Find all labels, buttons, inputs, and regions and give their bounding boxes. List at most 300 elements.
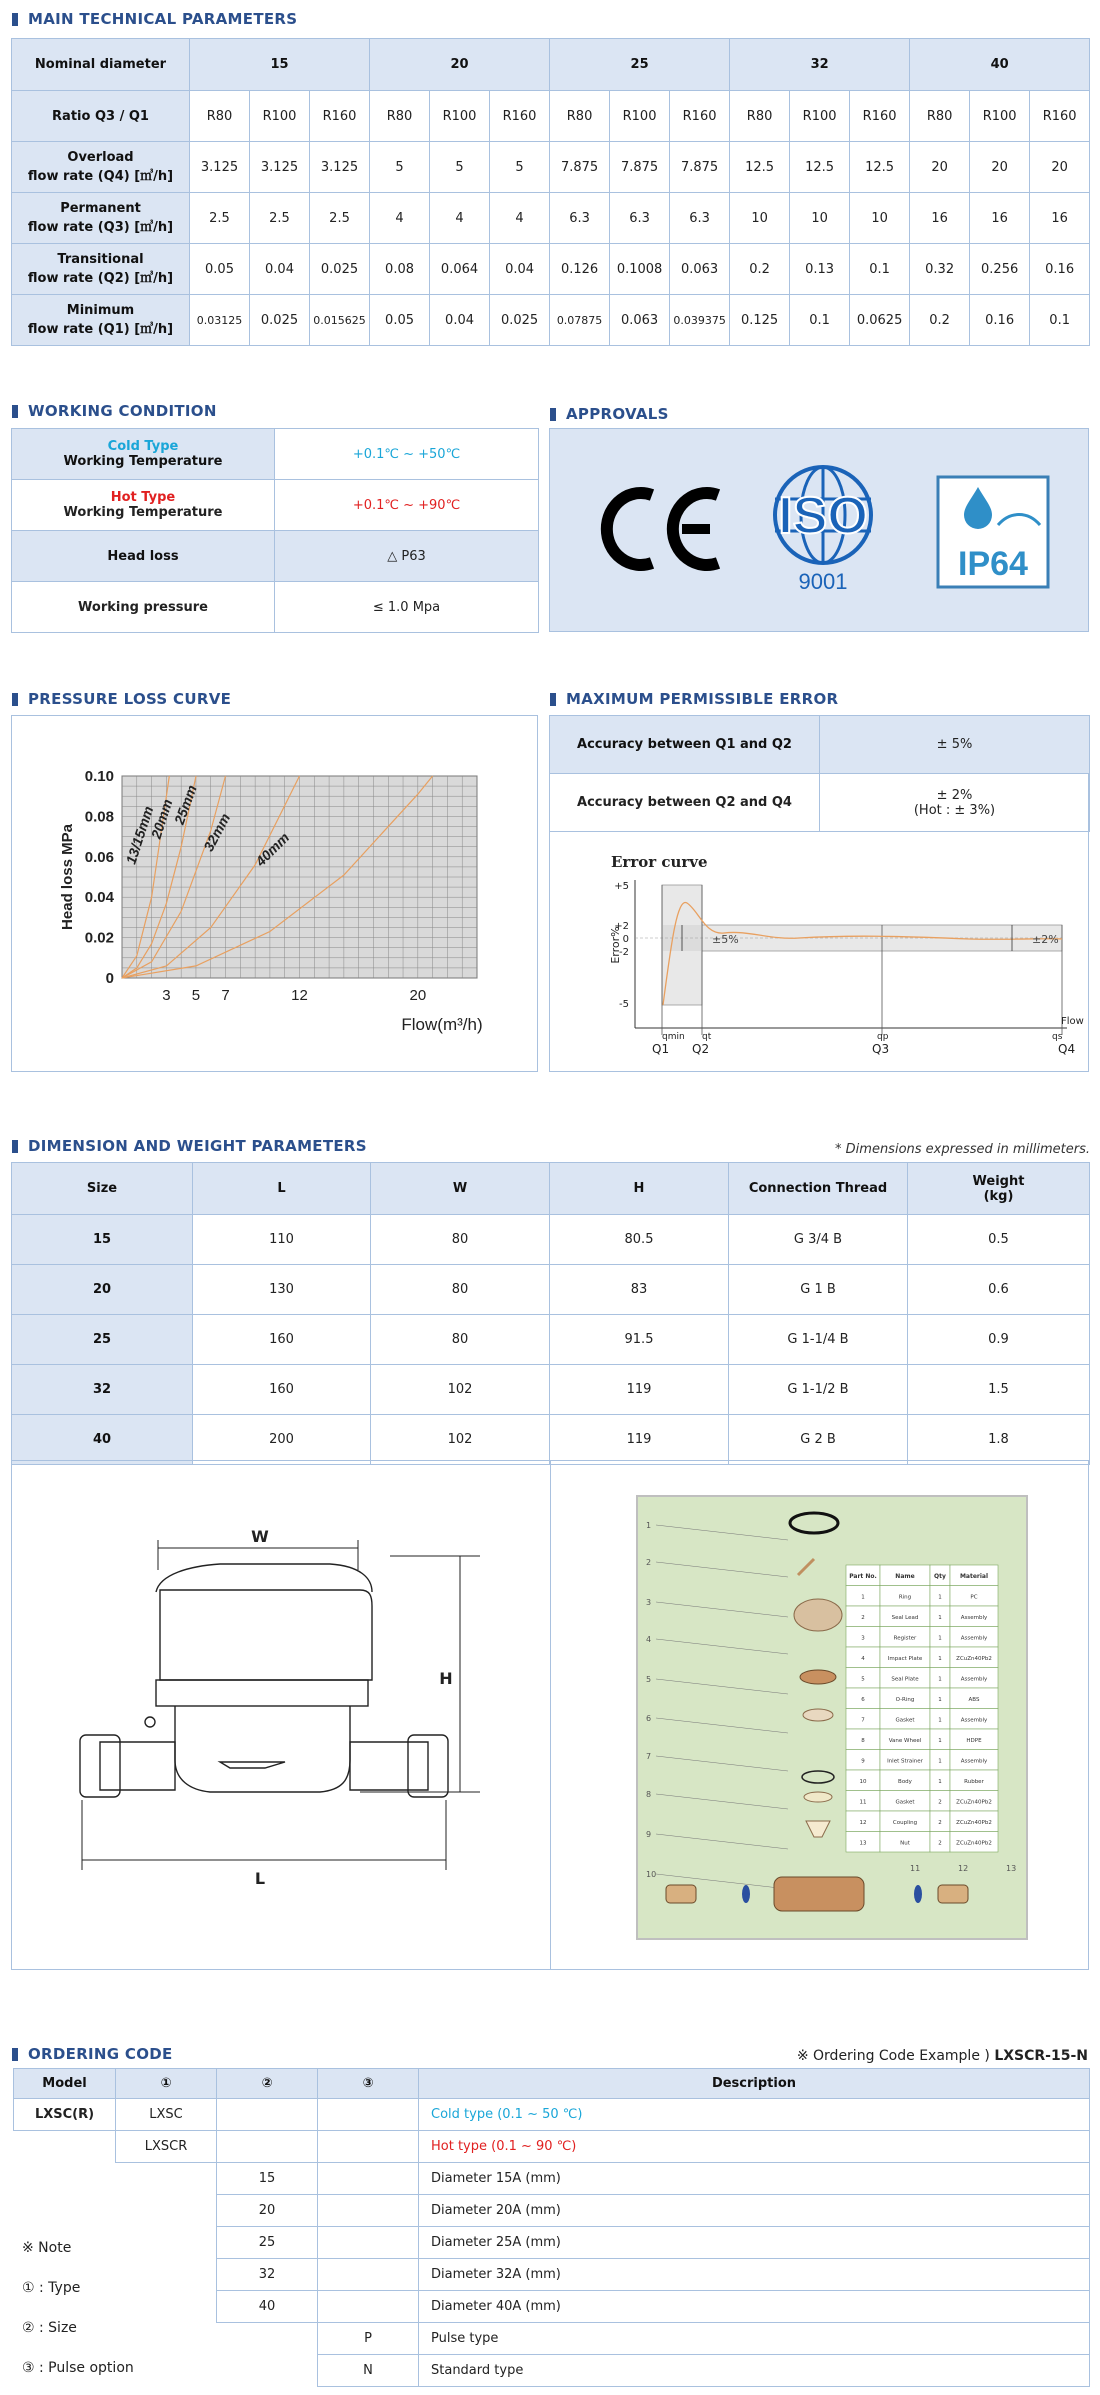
- dim-cell: 83: [550, 1265, 729, 1315]
- dim-cell: 102: [371, 1365, 550, 1415]
- parts-cell-text: 3: [861, 1635, 865, 1642]
- dimension-table: [11, 1162, 1090, 1465]
- parts-cell-text: 1: [861, 1594, 865, 1601]
- tech-row: [12, 295, 1090, 346]
- meter-cover: [160, 1590, 372, 1680]
- technical-parameters-table: [11, 38, 1090, 346]
- tech-cell: 12.5: [730, 142, 790, 193]
- tech-cell: 0.025: [490, 295, 550, 346]
- parts-cell-text: Inlet Strainer: [887, 1758, 923, 1765]
- y-tick-label: 0.10: [84, 768, 114, 785]
- parts-callout-number: 12: [958, 1864, 969, 1873]
- dim-cell: 0.6: [908, 1265, 1090, 1315]
- parts-callout-number: 11: [910, 1864, 921, 1873]
- dim-size-cell: 25: [12, 1315, 193, 1365]
- tech-cell: 5: [490, 142, 550, 193]
- tech-cell: R100: [250, 91, 310, 142]
- dim-cell: G 2 B: [729, 1415, 908, 1465]
- tech-cell: 4: [490, 193, 550, 244]
- parts-cell-text: ZCuZn40Pb2: [956, 1656, 992, 1662]
- ord-blank: [217, 2355, 318, 2387]
- meter-dimension-drawing: [60, 1530, 500, 1900]
- ord-size-code: 25: [217, 2227, 318, 2259]
- ord-desc: Cold type (0.1 ~ 50 ℃): [419, 2099, 1090, 2131]
- section-marker-icon: [12, 13, 18, 26]
- seal-icon: [145, 1717, 155, 1727]
- ord-header: Model: [14, 2069, 116, 2099]
- ord-pulse-code: N: [318, 2355, 419, 2387]
- meter-inlet: [100, 1742, 175, 1790]
- ord-blank: [116, 2195, 217, 2227]
- ord-empty: [217, 2131, 318, 2163]
- curve-label: 40mm: [252, 829, 293, 870]
- parts-cell-text: ABS: [968, 1697, 980, 1703]
- ord-desc: Diameter 32A (mm): [419, 2259, 1090, 2291]
- y-axis-label: Head loss MPa: [59, 824, 76, 930]
- tech-cell: R160: [670, 91, 730, 142]
- ord-empty: [318, 2195, 419, 2227]
- dimension-note: * Dimensions expressed in millimeters.: [835, 1142, 1090, 1157]
- parts-cell-text: 1: [938, 1779, 942, 1785]
- tech-cell: 12.5: [850, 142, 910, 193]
- parts-leader-line: [656, 1794, 788, 1809]
- drawings-divider: [550, 1460, 551, 1970]
- mpe-row: [550, 716, 1090, 774]
- tech-cell: 5: [370, 142, 430, 193]
- parts-cell-text: 2: [861, 1615, 865, 1621]
- x-tick-label: 7: [221, 987, 230, 1004]
- parts-cell-text: 9: [861, 1758, 865, 1765]
- diameter-header: 20: [370, 39, 550, 91]
- cold-label: [12, 429, 275, 480]
- tech-cell: 7.875: [610, 142, 670, 193]
- ord-size-code: 15: [217, 2163, 318, 2195]
- tech-cell: 0.015625: [310, 295, 370, 346]
- technical-rows: [12, 91, 1090, 346]
- parts-cell-text: HDPE: [966, 1738, 982, 1744]
- approvals-panel: [549, 428, 1089, 632]
- parts-cell-text: Assembly: [960, 1758, 988, 1765]
- parts-cell-text: Seal Lead: [891, 1615, 919, 1621]
- parts-cell-text: Gasket: [895, 1717, 915, 1724]
- tech-cell: 20: [1030, 142, 1090, 193]
- parts-cell-text: Body: [898, 1779, 912, 1785]
- dim-cell: 119: [550, 1415, 729, 1465]
- parts-cell-text: 1: [938, 1738, 942, 1744]
- parts-cell-text: 2: [938, 1840, 942, 1847]
- iso-number: 9001: [798, 569, 848, 594]
- dimension-row: [12, 1315, 1090, 1365]
- ord-desc: Diameter 15A (mm): [419, 2163, 1090, 2195]
- parts-callout-number: 3: [646, 1598, 652, 1607]
- hot-type-text: Hot Type: [110, 490, 176, 505]
- tech-row-label-line: Minimum: [66, 303, 135, 318]
- ce-mark-icon: [607, 493, 718, 565]
- parts-leader-line: [656, 1756, 788, 1771]
- dim-cell: 200: [193, 1415, 371, 1465]
- parts-callout-number: 9: [646, 1830, 652, 1839]
- error-q-small: qp: [877, 1032, 889, 1042]
- section-title-ordering: ORDERING CODE: [12, 2045, 173, 2063]
- dim-header: W: [371, 1163, 550, 1215]
- ord-blank: [14, 2163, 116, 2195]
- parts-header-text: Name: [895, 1573, 915, 1580]
- tech-row-label-line: Permanent: [60, 201, 141, 216]
- tech-cell: 0.32: [910, 244, 970, 295]
- ordering-header-row: [14, 2069, 1090, 2099]
- parts-cell-text: PC: [970, 1594, 978, 1601]
- dim-size-cell: 15: [12, 1215, 193, 1265]
- error-ytick: 0: [622, 934, 629, 945]
- dimension-row: [12, 1365, 1090, 1415]
- ord-model: LXSC(R): [14, 2099, 116, 2131]
- parts-leader-line: [656, 1834, 788, 1849]
- parts-cell-text: 1: [938, 1635, 942, 1642]
- ord-desc: Pulse type: [419, 2323, 1090, 2355]
- parts-cell-text: ZCuZn40Pb2: [956, 1840, 992, 1847]
- section-title-approvals: APPROVALS: [550, 405, 669, 423]
- parts-cell-text: Assembly: [960, 1676, 988, 1683]
- tech-row-label-line: flow rate (Q1) [㎥/h]: [27, 322, 174, 337]
- dim-cell: G 1-1/4 B: [729, 1315, 908, 1365]
- tech-cell: 0.07875: [550, 295, 610, 346]
- tech-cell: 7.875: [670, 142, 730, 193]
- tech-cell: 0.05: [370, 295, 430, 346]
- tech-cell: 20: [910, 142, 970, 193]
- parts-header-text: Part No.: [849, 1573, 877, 1580]
- meter-ring: [156, 1680, 368, 1706]
- tech-cell: 20: [970, 142, 1030, 193]
- y-tick-label: 0.06: [84, 848, 114, 866]
- parts-callout-number: 8: [646, 1790, 652, 1799]
- mpe-row: [550, 774, 1090, 832]
- error-ytick: -2: [619, 947, 629, 958]
- mpe-row-label: Accuracy between Q1 and Q2: [550, 716, 820, 774]
- ord-type-code: LXSC: [116, 2099, 217, 2131]
- section-title-dimension: DIMENSION AND WEIGHT PARAMETERS: [12, 1137, 367, 1155]
- cold-type-text: Cold Type: [107, 439, 179, 454]
- ordering-pulse-rows: [14, 2323, 1090, 2387]
- x-tick-label: 3: [162, 987, 171, 1004]
- tech-row-label-line: flow rate (Q2) [㎥/h]: [27, 271, 174, 286]
- tech-cell: 0.063: [670, 244, 730, 295]
- dimension-row: [12, 1415, 1090, 1465]
- ord-blank: [14, 2195, 116, 2227]
- dim-cell: 80: [371, 1315, 550, 1365]
- dim-cell: 80: [371, 1265, 550, 1315]
- ordering-row: [14, 2099, 1090, 2131]
- tech-cell: R160: [1030, 91, 1090, 142]
- tech-cell: 0.04: [430, 295, 490, 346]
- parts-leader-line: [656, 1679, 788, 1694]
- parts-cell-text: ZCuZn40Pb2: [956, 1820, 992, 1826]
- x-tick-label: 12: [291, 987, 308, 1004]
- tech-cell: R80: [550, 91, 610, 142]
- dim-header: Weight: [972, 1173, 1025, 1189]
- mpe-value-main: ± 2%: [936, 787, 973, 803]
- parts-cell-text: Gasket: [895, 1799, 915, 1806]
- parts-cell-text: Assembly: [960, 1635, 988, 1642]
- tech-cell: 2.5: [310, 193, 370, 244]
- tech-cell: 0.04: [250, 244, 310, 295]
- error-flow-label: Flow: [1061, 1016, 1084, 1027]
- tech-row-label-line: Ratio Q3 / Q1: [52, 108, 149, 124]
- tech-row-label: [12, 91, 190, 142]
- tech-cell: 0.025: [310, 244, 370, 295]
- tech-cell: 10: [850, 193, 910, 244]
- error-ytick: +5: [614, 881, 629, 892]
- tech-cell: 10: [730, 193, 790, 244]
- tech-cell: R100: [790, 91, 850, 142]
- ordering-example-code: LXSCR-15-N: [994, 2048, 1088, 2064]
- tech-row: [12, 142, 1090, 193]
- tech-cell: R80: [190, 91, 250, 142]
- ord-empty: [318, 2099, 419, 2131]
- ordering-notes: [22, 2228, 134, 2388]
- tech-row-label-line: Overload: [67, 150, 134, 165]
- tech-cell: 3.125: [310, 142, 370, 193]
- parts-cell-text: Assembly: [960, 1717, 988, 1724]
- head-loss-label: Head loss: [12, 531, 275, 582]
- parts-leader-line: [656, 1602, 788, 1617]
- nominal-diameter-label: Nominal diameter: [12, 39, 190, 91]
- ord-desc: Diameter 25A (mm): [419, 2227, 1090, 2259]
- tech-row-label-line: flow rate (Q3) [㎥/h]: [27, 220, 174, 235]
- error-q-label: Q3: [872, 1042, 890, 1056]
- parts-callout-number: 4: [646, 1635, 652, 1644]
- tech-cell: 6.3: [610, 193, 670, 244]
- error-curve-chart: [549, 835, 1089, 1070]
- tech-cell: 10: [790, 193, 850, 244]
- dim-header: Size: [12, 1163, 193, 1215]
- ord-header: ②: [217, 2069, 318, 2099]
- parts-leader-line: [656, 1562, 788, 1577]
- tech-row-label-line: flow rate (Q4) [㎥/h]: [27, 169, 174, 184]
- tech-cell: R80: [370, 91, 430, 142]
- tech-cell: 0.08: [370, 244, 430, 295]
- section-marker-icon: [12, 2048, 18, 2061]
- tech-row-label: [12, 295, 190, 346]
- cold-working-temp-label: Working Temperature: [63, 454, 223, 469]
- tech-cell: 0.13: [790, 244, 850, 295]
- approvals-logos: [550, 429, 1090, 633]
- dim-cell: G 3/4 B: [729, 1215, 908, 1265]
- mpe-row-value: ± 5%: [820, 716, 1090, 774]
- parts-cell-text: 2: [938, 1820, 942, 1826]
- ord-size-code: 32: [217, 2259, 318, 2291]
- tech-cell: 0.16: [1030, 244, 1090, 295]
- tech-cell: 0.1: [790, 295, 850, 346]
- dim-cell: 1.8: [908, 1415, 1090, 1465]
- tech-cell: 0.2: [730, 244, 790, 295]
- ord-blank: [116, 2163, 217, 2195]
- ord-desc: Hot type (0.1 ~ 90 ℃): [419, 2131, 1090, 2163]
- head-loss-row: [12, 531, 539, 582]
- dim-cell: 119: [550, 1365, 729, 1415]
- section-title-pressure: PRESSURE LOSS CURVE: [12, 690, 231, 708]
- tech-cell: 3.125: [250, 142, 310, 193]
- section-title-mpe: MAXIMUM PERMISSIBLE ERROR: [550, 690, 838, 708]
- gasket-part-icon: [804, 1792, 832, 1802]
- dim-cell: 160: [193, 1365, 371, 1415]
- mpe-row-value: [820, 774, 1090, 832]
- parts-header-text: Qty: [934, 1573, 946, 1580]
- ord-empty: [318, 2291, 419, 2323]
- ordering-row: [14, 2291, 1090, 2323]
- dim-cell: G 1 B: [729, 1265, 908, 1315]
- parts-callout-number: 5: [646, 1675, 652, 1684]
- ordering-table: [13, 2068, 1090, 2387]
- tech-cell: 0.025: [250, 295, 310, 346]
- x-axis-label: Flow(m³/h): [401, 1015, 483, 1034]
- tech-cell: 0.0625: [850, 295, 910, 346]
- ord-type-code: LXSCR: [116, 2131, 217, 2163]
- working-condition-table: [11, 428, 539, 633]
- parts-cell-text: 13: [859, 1840, 867, 1847]
- ord-blank: [14, 2131, 116, 2163]
- tech-cell: R100: [970, 91, 1030, 142]
- error-q-label: Q4: [1058, 1042, 1076, 1056]
- tech-cell: 3.125: [190, 142, 250, 193]
- parts-cell-text: 5: [861, 1676, 865, 1683]
- parts-leader-line: [656, 1639, 788, 1654]
- tech-cell: R80: [730, 91, 790, 142]
- section-marker-icon: [550, 693, 556, 706]
- tech-cell: 0.04: [490, 244, 550, 295]
- pressure-row: [12, 582, 539, 633]
- dimension-row: [12, 1265, 1090, 1315]
- meter-body-part-icon: [774, 1877, 864, 1911]
- parts-callout-number: 13: [1006, 1864, 1017, 1873]
- y-tick-label: 0.04: [84, 889, 114, 907]
- curve-label: 20mm: [147, 797, 176, 841]
- parts-cell-text: ZCuZn40Pb2: [956, 1799, 992, 1806]
- dim-size-cell: 20: [12, 1265, 193, 1315]
- error-ytick: +2: [614, 921, 629, 932]
- ord-empty: [318, 2163, 419, 2195]
- exploded-parts-diagram: [636, 1495, 1028, 1940]
- error-ytick: -5: [619, 999, 629, 1010]
- ord-empty: [318, 2227, 419, 2259]
- parts-leader-line: [656, 1718, 788, 1733]
- parts-cell-text: Seal Plate: [891, 1676, 919, 1683]
- dim-cell: 91.5: [550, 1315, 729, 1365]
- iso-text: ISO: [778, 487, 868, 545]
- error-q-small: qs: [1052, 1032, 1063, 1042]
- ord-desc: Standard type: [419, 2355, 1090, 2387]
- parts-callout-number: 10: [646, 1870, 657, 1879]
- tech-row-label: [12, 142, 190, 193]
- hot-temp-value: +0.1℃ ~ +90℃: [275, 480, 539, 531]
- ord-size-code: 20: [217, 2195, 318, 2227]
- x-tick-label: 5: [191, 987, 201, 1004]
- pressure-loss-chart: [12, 716, 539, 1073]
- ordering-row: [14, 2259, 1090, 2291]
- tech-cell: 4: [430, 193, 490, 244]
- error-ylabel: Error%: [609, 926, 622, 964]
- tech-cell: 0.1: [1030, 295, 1090, 346]
- o-ring-part-icon: [802, 1771, 834, 1783]
- parts-cell-text: O-Ring: [895, 1697, 915, 1703]
- ordering-row: [14, 2355, 1090, 2387]
- parts-cell-text: 11: [859, 1799, 867, 1806]
- diameter-header: 40: [910, 39, 1090, 91]
- parts-cell-text: 1: [938, 1697, 942, 1703]
- diameter-header: 25: [550, 39, 730, 91]
- dim-cell: 80.5: [550, 1215, 729, 1265]
- y-tick-label: 0.02: [84, 929, 114, 947]
- parts-callout-number: 2: [646, 1558, 652, 1567]
- tech-cell: 12.5: [790, 142, 850, 193]
- dim-header: H: [550, 1163, 729, 1215]
- ord-desc: Diameter 40A (mm): [419, 2291, 1090, 2323]
- parts-cell-text: 7: [861, 1717, 865, 1724]
- dim-cell: 160: [193, 1315, 371, 1365]
- parts-cell-text: 2: [938, 1799, 942, 1806]
- parts-cell-text: 1: [938, 1717, 942, 1724]
- w-dim-label: W: [251, 1530, 269, 1546]
- dim-cell: 1.5: [908, 1365, 1090, 1415]
- parts-cell-text: 6: [861, 1697, 865, 1703]
- tech-cell: 5: [430, 142, 490, 193]
- error-q-small: qt: [702, 1032, 712, 1042]
- tech-cell: 0.064: [430, 244, 490, 295]
- tech-cell: 0.1008: [610, 244, 670, 295]
- pressure-chart-panel: [11, 715, 538, 1072]
- dim-cell: 0.9: [908, 1315, 1090, 1365]
- ordering-note-size: ② : Size: [22, 2320, 77, 2336]
- tech-cell: 0.126: [550, 244, 610, 295]
- parts-cell-text: Register: [893, 1635, 917, 1642]
- dim-size-cell: 40: [12, 1415, 193, 1465]
- coupling-part-icon: [666, 1885, 696, 1903]
- tech-cell: R160: [850, 91, 910, 142]
- tech-cell: 2.5: [190, 193, 250, 244]
- vane-wheel-part-icon: [806, 1821, 830, 1837]
- parts-leader-line: [656, 1525, 788, 1540]
- seal-plate-part-icon: [803, 1709, 833, 1721]
- dim-cell: 80: [371, 1215, 550, 1265]
- parts-cell-text: 12: [859, 1820, 867, 1826]
- curve-label: 13/15mm: [122, 804, 157, 867]
- parts-cell-text: Coupling: [892, 1820, 918, 1826]
- ordering-row: [14, 2227, 1090, 2259]
- ord-header: ①: [116, 2069, 217, 2099]
- ord-desc: Diameter 20A (mm): [419, 2195, 1090, 2227]
- exploded-parts-svg: [638, 1497, 1026, 1938]
- register-part-icon: [794, 1599, 842, 1631]
- tech-cell: 7.875: [550, 142, 610, 193]
- error-band5-label: ±5%: [712, 933, 739, 946]
- parts-cell-text: 1: [938, 1676, 942, 1683]
- tech-cell: 0.125: [730, 295, 790, 346]
- hot-working-temp-label: Working Temperature: [63, 505, 223, 520]
- ord-empty: [318, 2131, 419, 2163]
- tech-cell: 0.256: [970, 244, 1030, 295]
- tech-row-label: [12, 193, 190, 244]
- ordering-note-title: ※ Note: [22, 2240, 72, 2256]
- h-dim-label: H: [439, 1669, 453, 1688]
- dim-cell: 102: [371, 1415, 550, 1465]
- parts-cell-text: Ring: [898, 1594, 912, 1601]
- error-q-label: Q2: [692, 1042, 710, 1056]
- meter-body: [175, 1706, 350, 1792]
- coupling-part-icon: [938, 1885, 968, 1903]
- parts-cell-text: 8: [861, 1738, 865, 1744]
- error-curve-line: [663, 902, 1062, 1005]
- tech-cell: 0.063: [610, 295, 670, 346]
- ordering-size-rows: [14, 2163, 1090, 2323]
